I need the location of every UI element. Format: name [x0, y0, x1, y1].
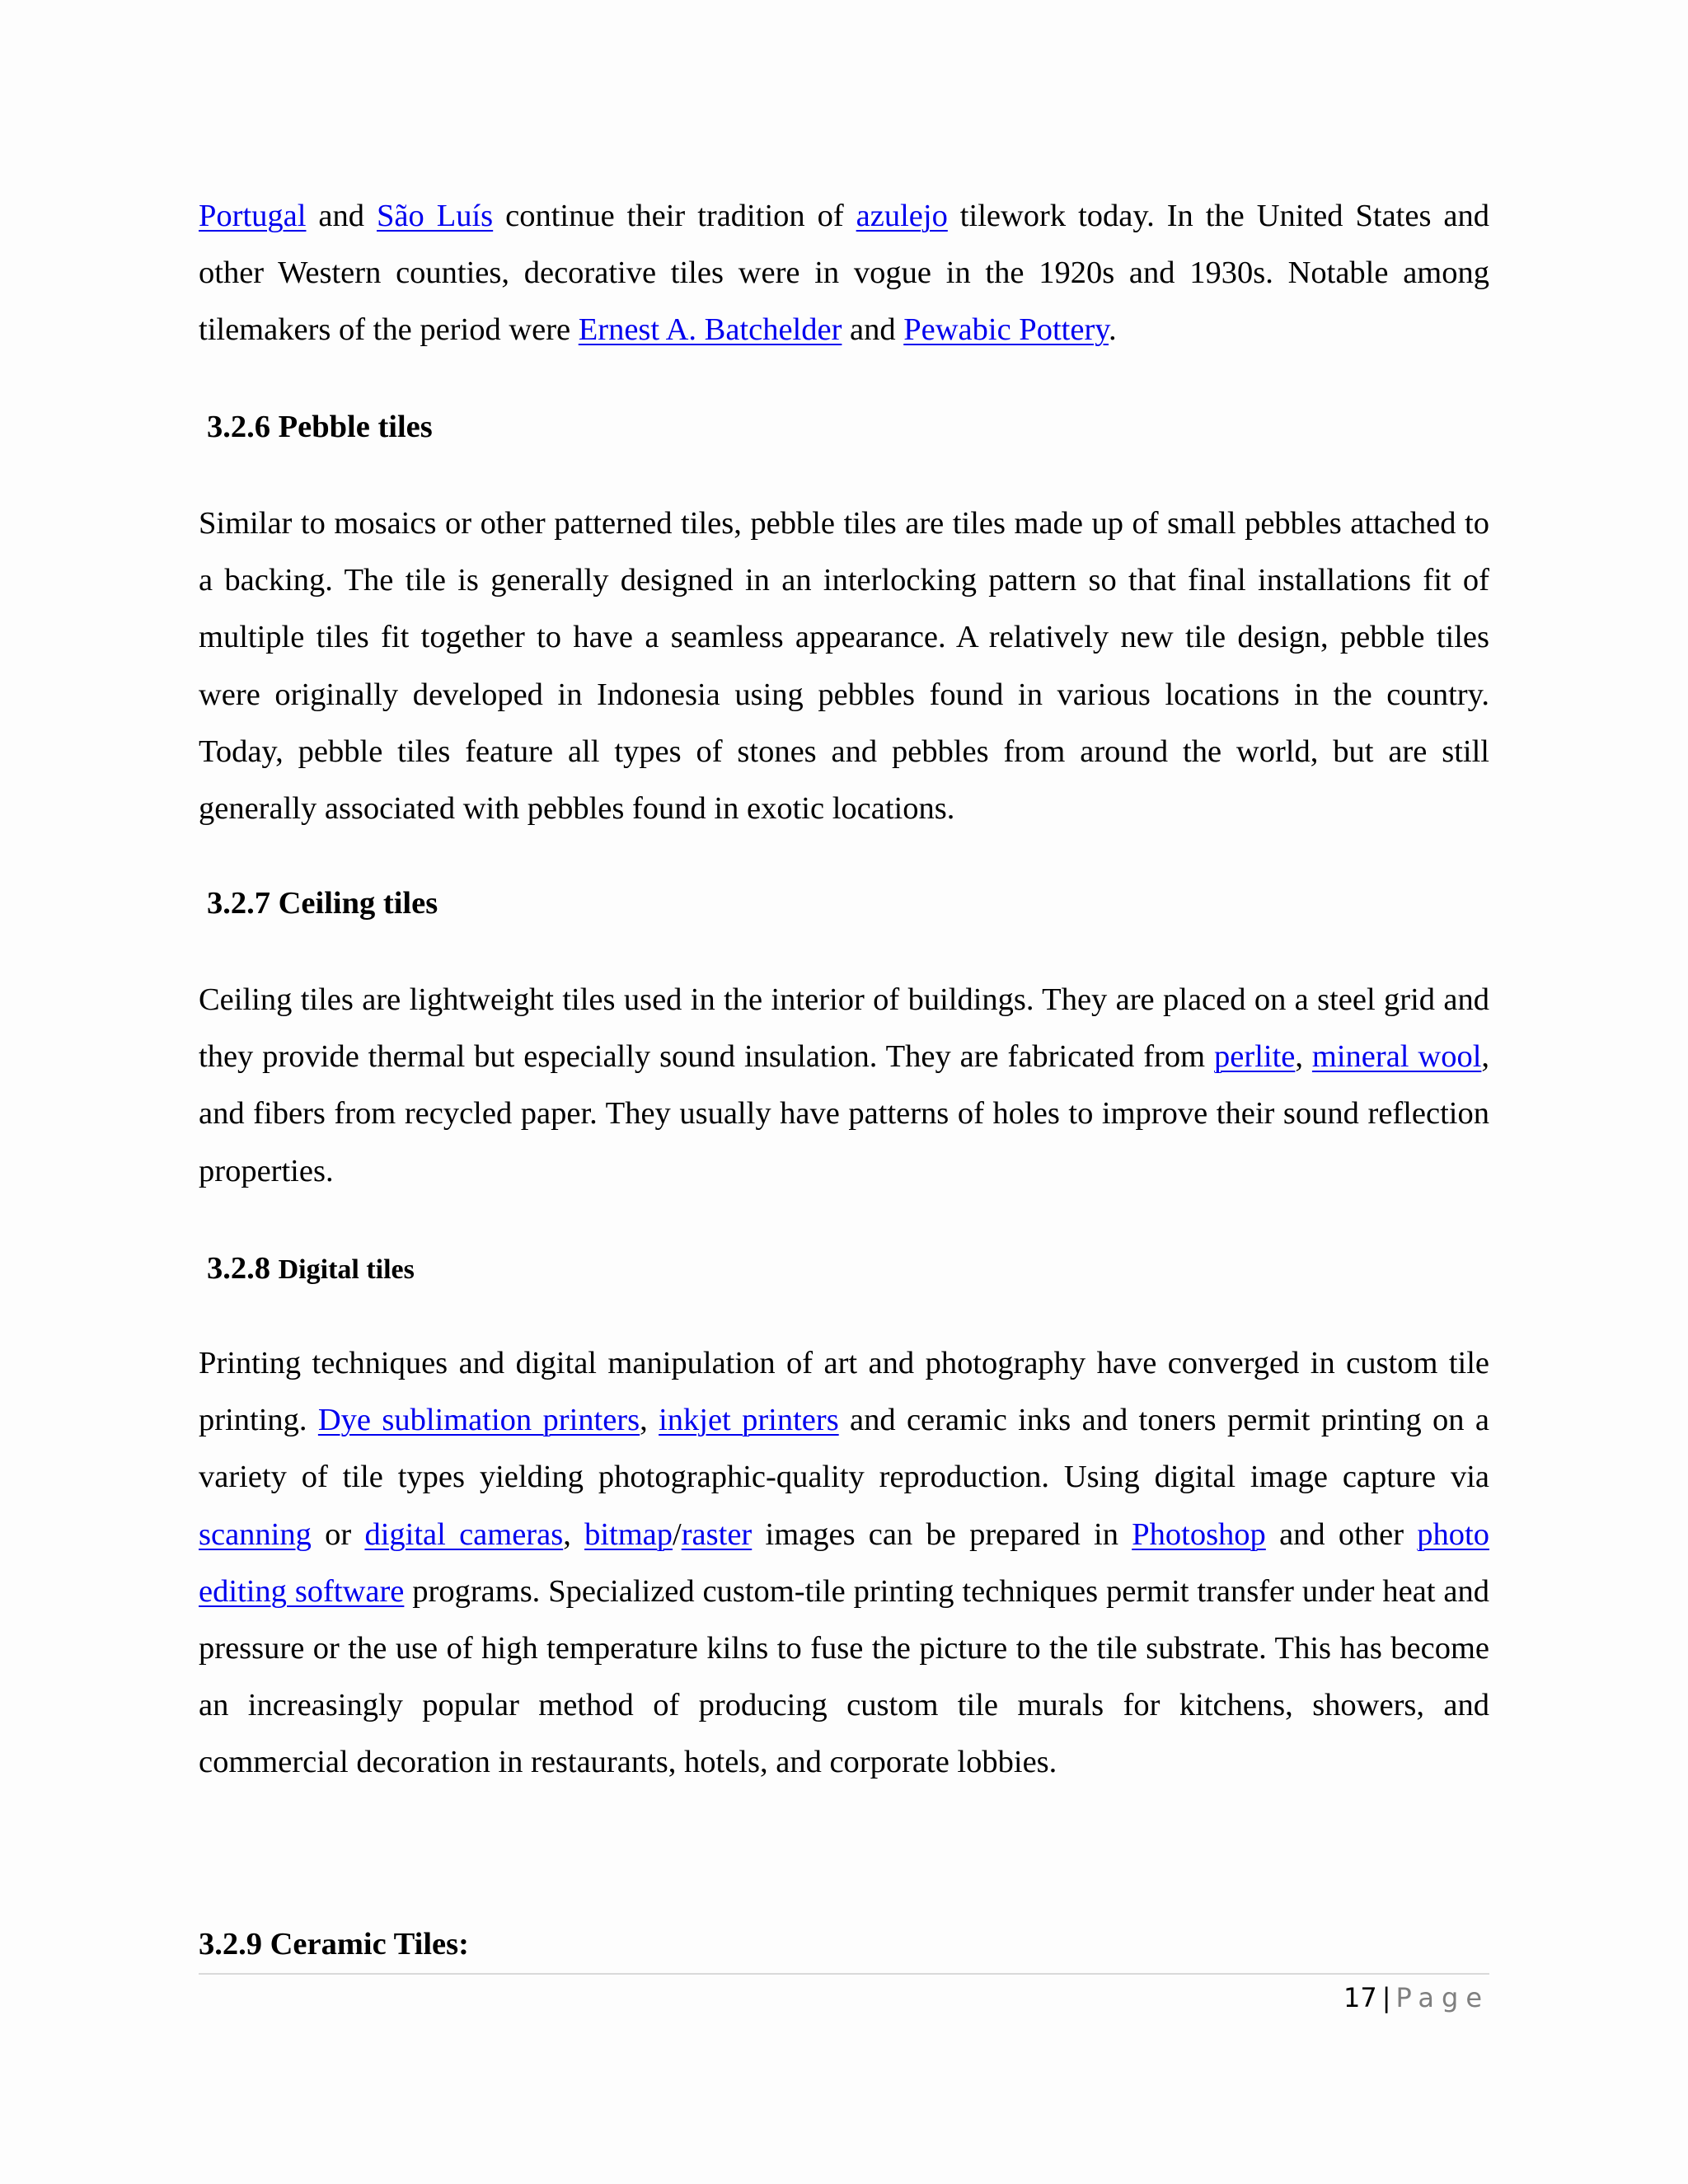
text-run: images can be prepared in	[752, 1516, 1132, 1552]
heading-ceiling-tiles: 3.2.7 Ceiling tiles	[207, 886, 438, 921]
text-run: continue their tradition of	[493, 199, 856, 233]
paragraph-text	[199, 188, 1489, 359]
text-run: ,	[563, 1516, 585, 1552]
text-run: Printing techniques and digital manipulation of art and photography have converged in custom tile printing.	[199, 1346, 1489, 1438]
text-run: and	[306, 199, 377, 233]
page-number: 17	[1343, 1982, 1377, 2013]
link-dye-sublimation-printers[interactable]: Dye sublimation printers	[317, 1403, 640, 1438]
text-run: ,	[640, 1403, 659, 1438]
heading-title: Digital tiles	[278, 1254, 415, 1285]
page-label: Page	[1395, 1982, 1489, 2013]
heading-digital-tiles	[207, 1253, 415, 1285]
text-run: , and fibers from recycled paper. They usually have patterns of holes to improve their sound reflection properties.	[199, 1039, 1490, 1188]
link-photo-editing-software[interactable]: photo editing software	[199, 1516, 1489, 1609]
link-bitmap[interactable]: bitmap	[584, 1516, 673, 1552]
paragraph-ceiling-tiles	[199, 972, 1489, 1200]
link-photoshop[interactable]: Photoshop	[1132, 1516, 1266, 1552]
link-pewabic-pottery[interactable]: Pewabic Pottery	[903, 312, 1109, 348]
link-sao-luis[interactable]: São Luís	[377, 199, 494, 233]
paragraph-text	[199, 1335, 1489, 1792]
text-run: ,	[1295, 1039, 1312, 1075]
link-scanning[interactable]: scanning	[199, 1516, 312, 1552]
link-portugal[interactable]: Portugal	[199, 199, 307, 233]
heading-number: 3.2.8	[207, 1251, 279, 1286]
paragraph-tile-history	[199, 188, 1489, 359]
text-run: and other	[1265, 1516, 1418, 1552]
text-run: or	[311, 1516, 365, 1552]
link-digital-cameras[interactable]: digital cameras	[364, 1516, 564, 1552]
text-run: and ceramic inks and toners permit printing on a variety of tile types yielding photographic-quality reproduction. Using digital image capture via	[199, 1403, 1489, 1495]
paragraph-pebble-tiles	[199, 495, 1489, 837]
link-azulejo[interactable]: azulejo	[856, 199, 948, 233]
text-run: .	[1109, 312, 1117, 348]
link-ernest-batchelder[interactable]: Ernest A. Batchelder	[578, 312, 842, 348]
text-run: and	[842, 312, 904, 348]
page-footer	[1343, 1981, 1489, 2014]
heading-ceramic-tiles: 3.2.9 Ceramic Tiles:	[199, 1927, 469, 1961]
text-run: Ceiling tiles are lightweight tiles used in the interior of buildings. They are placed on a steel grid and they provide thermal but especially sound insulation. They are fabricated from	[199, 982, 1489, 1075]
text-run: /	[673, 1516, 682, 1552]
page-separator: |	[1381, 1982, 1391, 2013]
footer-divider	[199, 1973, 1489, 1975]
paragraph-digital-tiles	[199, 1335, 1489, 1792]
link-mineral-wool[interactable]: mineral wool	[1311, 1039, 1482, 1075]
paragraph-text	[199, 972, 1489, 1200]
link-raster[interactable]: raster	[681, 1516, 753, 1552]
link-inkjet-printers[interactable]: inkjet printers	[659, 1403, 839, 1438]
text-run: programs. Specialized custom-tile printing techniques permit transfer under heat and pressure or the use of high temperature kilns to fuse the picture to the tile substrate. This has become an increasingly popular method of producing custom tile murals for kitchens, showers, and commercial decoration in restaurants, hotels, and corporate lobbies.	[199, 1573, 1489, 1780]
link-perlite[interactable]: perlite	[1214, 1039, 1296, 1075]
text-run: tilework today. In the United States and other Western counties, decorative tiles were in vogue in the 1920s and 1930s. Notable among tilemakers of the period were	[199, 199, 1490, 348]
paragraph-text: Similar to mosaics or other patterned tiles, pebble tiles are tiles made up of small pebbles attached to a backing. The tile is generally designed in an interlocking pattern so that final installations fit of multiple tiles fit together to have a seamless appearance. A relatively new tile design, pebble tiles were originally developed in Indonesia using pebbles found in various locations in the country. Today, pebble tiles feature all types of stones and pebbles from around the world, but are still generally associated with pebbles found in exotic locations.	[199, 506, 1489, 827]
heading-pebble-tiles: 3.2.6 Pebble tiles	[207, 410, 433, 444]
